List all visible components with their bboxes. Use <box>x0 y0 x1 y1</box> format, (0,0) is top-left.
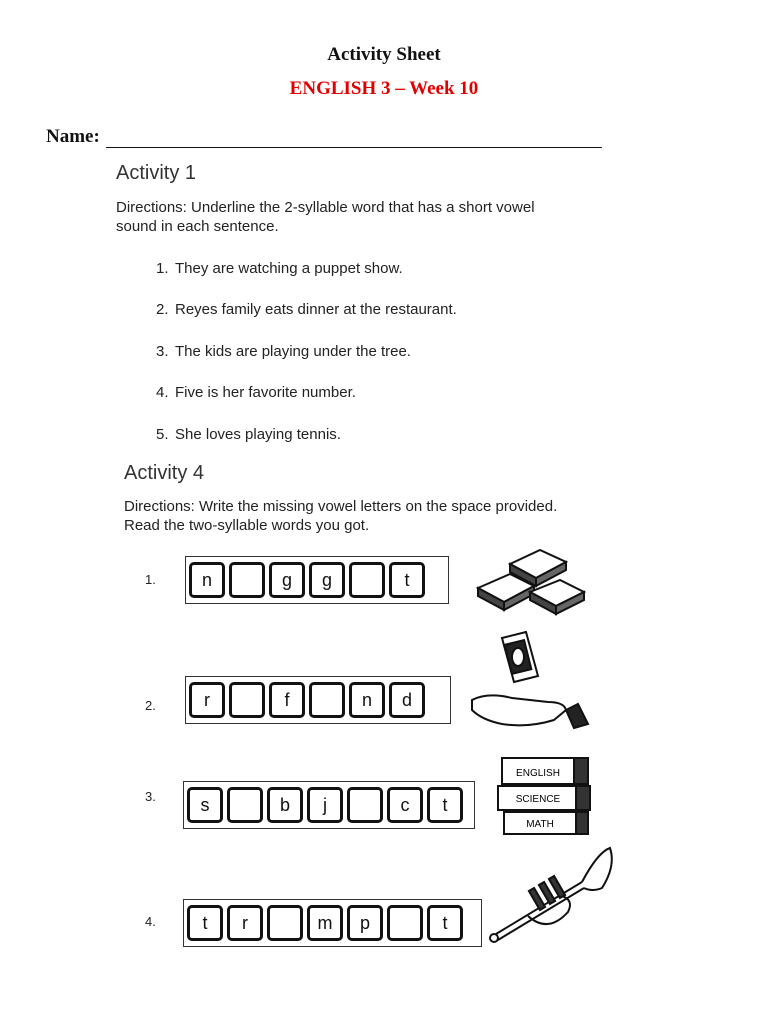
item-number: 1. <box>145 572 156 587</box>
letter-cell: j <box>307 787 343 823</box>
activity-1-directions-line-2: sound in each sentence. <box>116 218 279 235</box>
nuggets-icon <box>470 540 590 620</box>
letter-cell: t <box>427 787 463 823</box>
word-box-4 <box>183 899 482 947</box>
letter-cell: r <box>227 905 263 941</box>
book-label-english: ENGLISH <box>516 768 560 779</box>
activity-4-directions-line-2: Read the two-syllable words you got. <box>124 517 370 534</box>
page-subtitle: ENGLISH 3 – Week 10 <box>289 78 479 99</box>
sentence-number: 1. <box>156 260 169 277</box>
letter-cell: n <box>189 562 225 598</box>
book-label-math: MATH <box>526 819 554 830</box>
item-number: 2. <box>145 698 156 713</box>
letter-cell: n <box>349 682 385 718</box>
letter-cell: g <box>269 562 305 598</box>
letter-cell: t <box>187 905 223 941</box>
sentence-text: The kids are playing under the tree. <box>175 343 411 360</box>
item-number: 3. <box>145 789 156 804</box>
sentence-text: Five is her favorite number. <box>175 384 356 401</box>
word-box-3 <box>183 781 475 829</box>
letter-blank-cell[interactable] <box>227 787 263 823</box>
letter-cell: f <box>269 682 305 718</box>
activity-4-directions <box>124 497 557 535</box>
letter-cell: c <box>387 787 423 823</box>
sentence-item <box>156 343 411 360</box>
letter-cell: t <box>389 562 425 598</box>
sentence-number: 2. <box>156 301 169 318</box>
book-label-science: SCIENCE <box>515 794 561 805</box>
letter-cell: s <box>187 787 223 823</box>
name-label: Name: <box>46 126 100 147</box>
sentence-text: She loves playing tennis. <box>175 426 341 443</box>
letter-cell: t <box>427 905 463 941</box>
item-number: 4. <box>145 914 156 929</box>
sentence-number: 5. <box>156 426 169 443</box>
word-box-1 <box>185 556 449 604</box>
sentence-number: 4. <box>156 384 169 401</box>
letter-cell: m <box>307 905 343 941</box>
letter-blank-cell[interactable] <box>387 905 423 941</box>
letter-blank-cell[interactable] <box>309 682 345 718</box>
sentence-item <box>156 384 356 401</box>
sentence-text: They are watching a puppet show. <box>175 260 403 277</box>
sentence-text: Reyes family eats dinner at the restaurant. <box>175 301 457 318</box>
word-box-2 <box>185 676 451 724</box>
letter-cell: d <box>389 682 425 718</box>
letter-blank-cell[interactable] <box>229 562 265 598</box>
refund-money-hand-icon <box>468 628 592 740</box>
letter-blank-cell[interactable] <box>229 682 265 718</box>
sentence-item <box>156 426 341 443</box>
letter-blank-cell[interactable] <box>267 905 303 941</box>
name-field-row <box>46 126 602 148</box>
letter-cell: p <box>347 905 383 941</box>
activity-1-directions <box>116 198 535 236</box>
subject-books-icon <box>490 748 606 840</box>
trumpet-icon <box>488 842 618 946</box>
letter-blank-cell[interactable] <box>347 787 383 823</box>
activity-1-heading: Activity 1 <box>116 162 197 184</box>
activity-4-heading: Activity 4 <box>124 462 205 484</box>
sentence-item <box>156 301 457 318</box>
activity-4-directions-line-1: Directions: Write the missing vowel letters on the space provided. <box>124 498 558 515</box>
sentence-number: 3. <box>156 343 169 360</box>
page-title: Activity Sheet <box>327 44 441 65</box>
letter-cell: r <box>189 682 225 718</box>
letter-cell: b <box>267 787 303 823</box>
activity-1-directions-line-1: Directions: Underline the 2-syllable word that has a short vowel <box>116 199 535 216</box>
name-blank-line[interactable] <box>106 128 602 148</box>
letter-cell: g <box>309 562 345 598</box>
sentence-item <box>156 260 403 277</box>
letter-blank-cell[interactable] <box>349 562 385 598</box>
